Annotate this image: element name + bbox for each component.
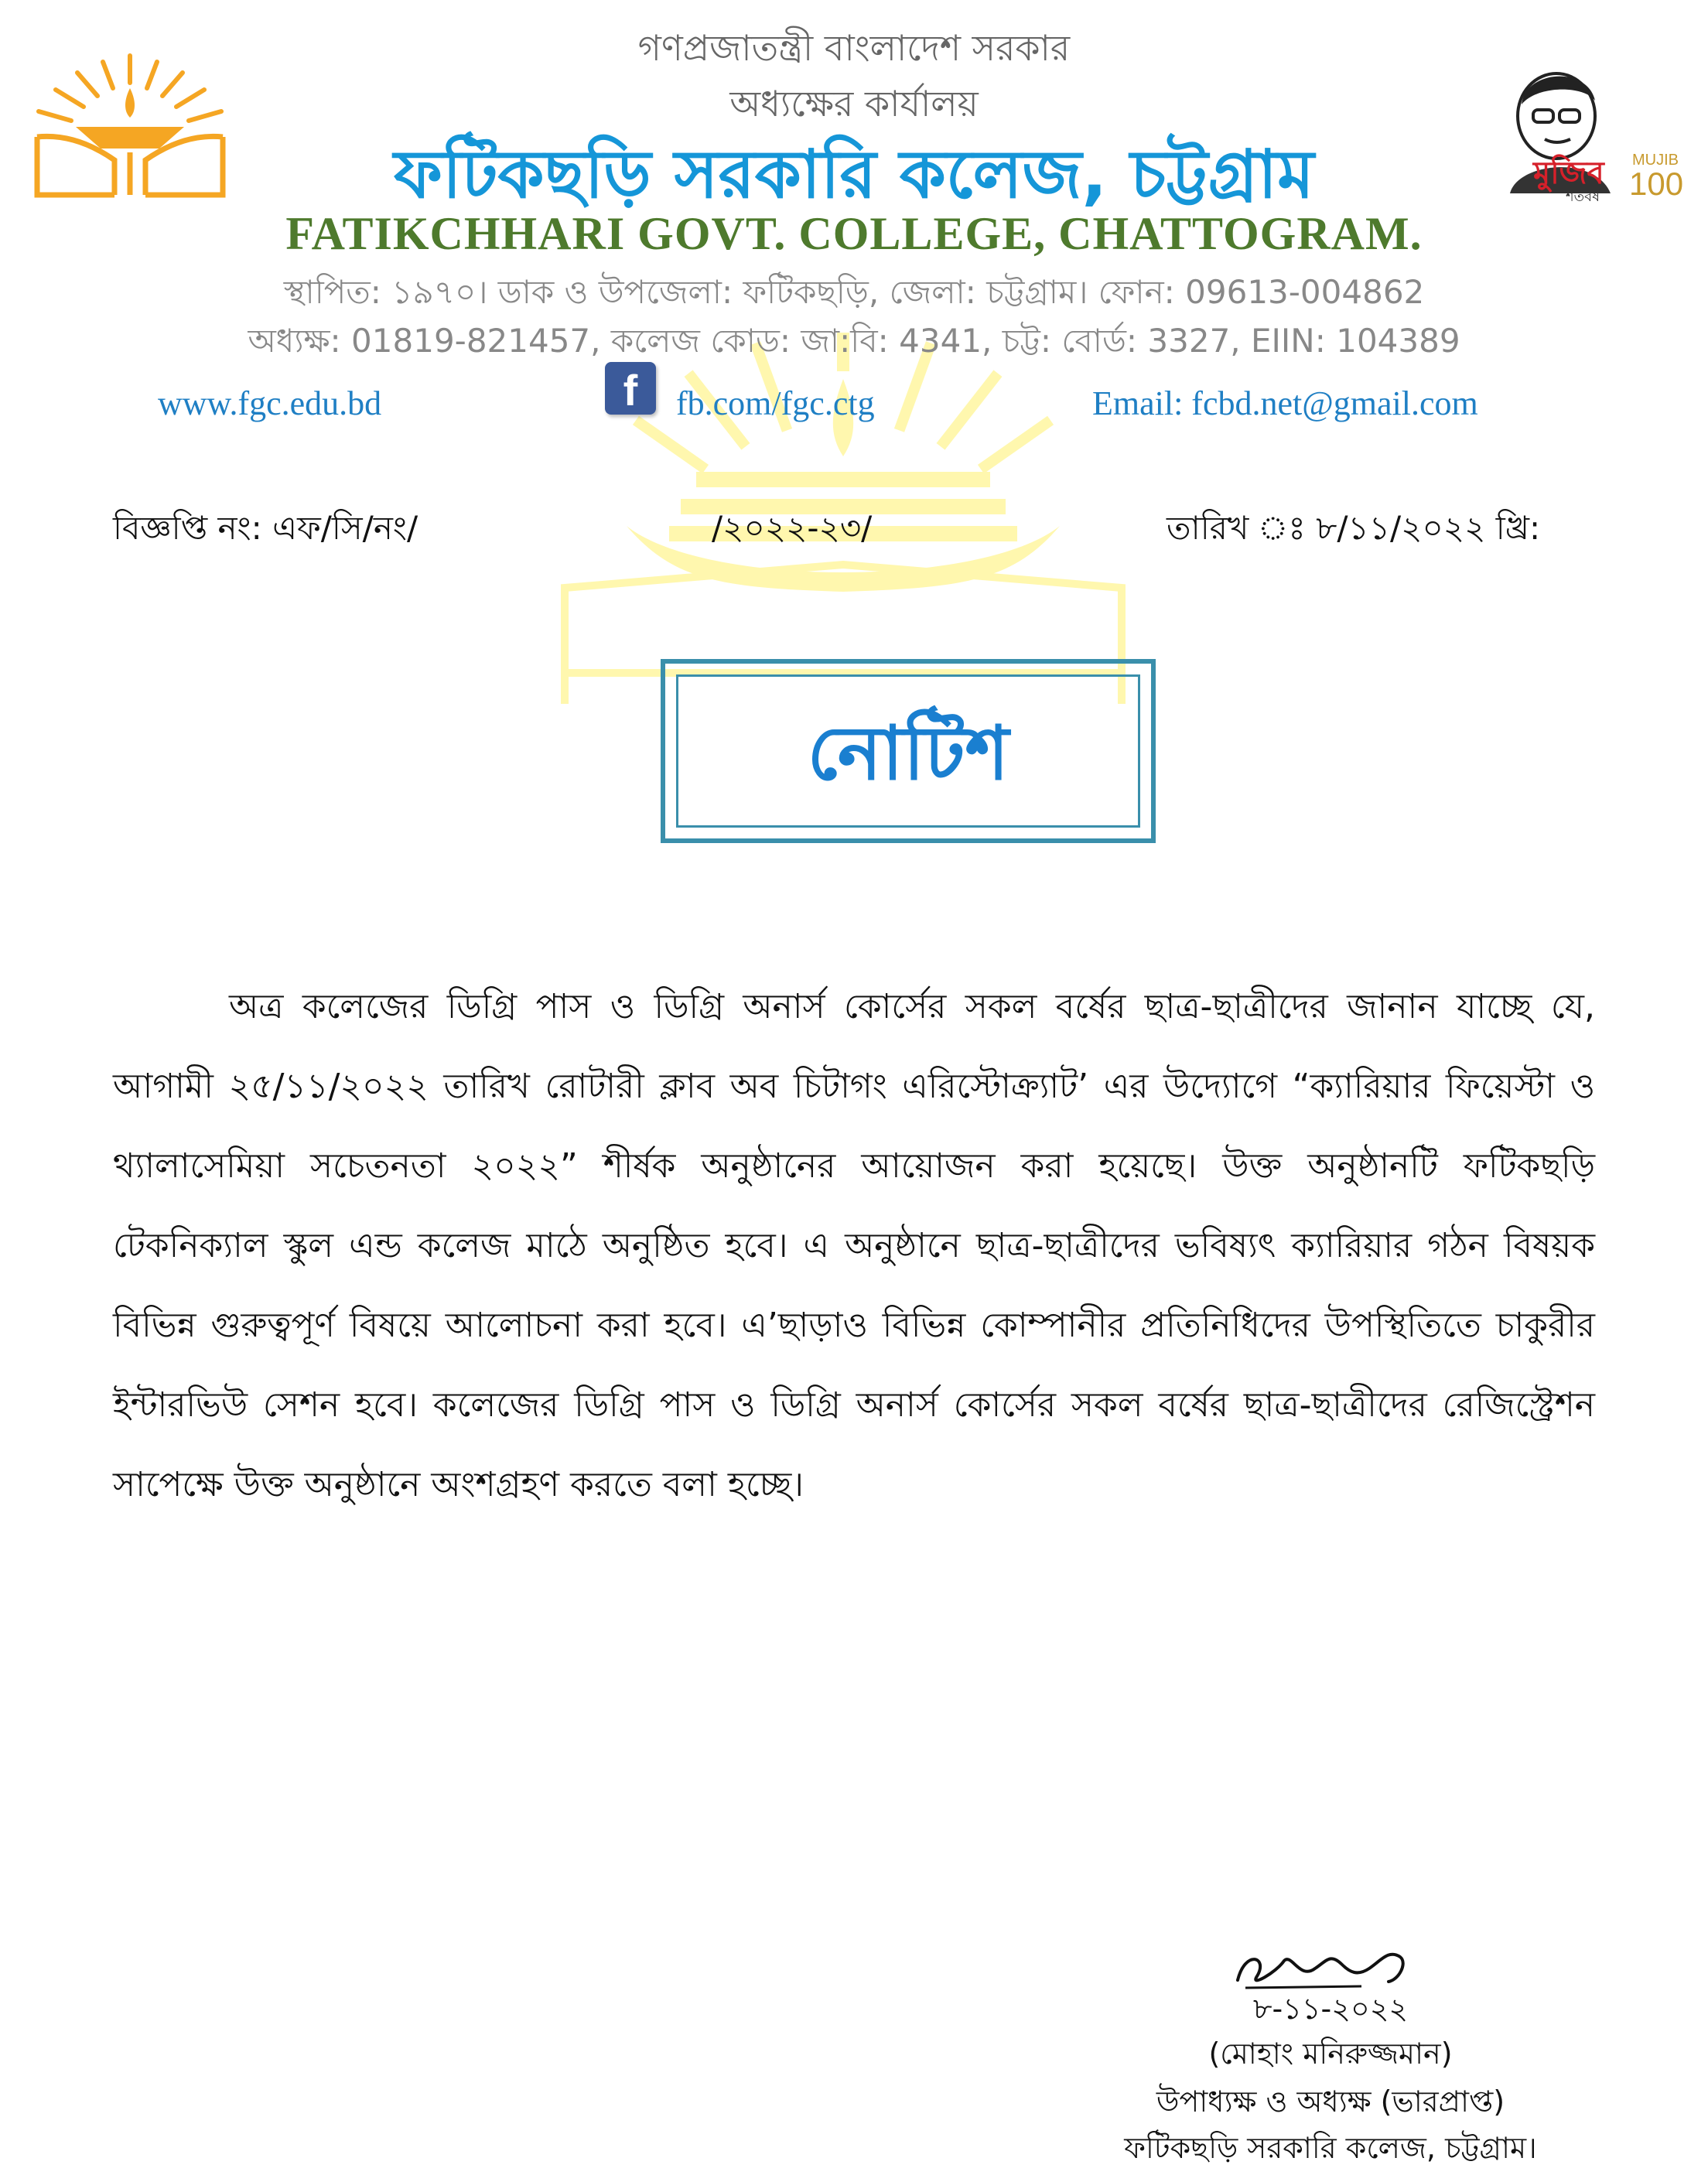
college-info-line-2: অধ্যক্ষ: 01819-821457, কলেজ কোড: জা:বি: 4341, চট্ট: বোর্ড: 3327, EIIN: 104389 xyxy=(248,322,1460,360)
signatory-title: উপাধ্যক্ষ ও অধ্যক্ষ (ভারপ্রাপ্ত) xyxy=(1156,2085,1505,2119)
signature-image xyxy=(1222,1926,1423,1996)
notice-reference-year: /২০২২-২৩/ xyxy=(712,509,873,547)
website-link[interactable]: www.fgc.edu.bd xyxy=(158,384,382,422)
mujib-sub-text: শতবর্ষ xyxy=(1566,189,1600,205)
signature-date: ৮-১১-২০২২ xyxy=(1252,1992,1409,2026)
email-link[interactable]: Email: fcbd.net@gmail.com xyxy=(1092,384,1478,422)
signatory-college: ফটিকছড়ি সরকারি কলেজ, চট্টগ্রাম। xyxy=(1124,2131,1537,2165)
office-line: অধ্যক্ষের কার্যালয় xyxy=(729,83,979,125)
college-name-english: FATIKCHHARI GOVT. COLLEGE, CHATTOGRAM. xyxy=(285,208,1423,259)
mujib-100-text: 100 xyxy=(1629,166,1684,202)
mujib-en-text: MUJIB xyxy=(1632,152,1679,169)
college-name-bengali: ফটিকছড়ি সরকারি কলেজ, চট্টগ্রাম xyxy=(394,136,1314,213)
signatory-name: (মোহাং মনিরুজ্জমান) xyxy=(1208,2037,1453,2071)
facebook-icon[interactable]: f xyxy=(605,362,656,415)
government-line: গণপ্রজাতন্ত্রী বাংলাদেশ সরকার xyxy=(637,27,1071,69)
notice-title-box xyxy=(661,659,1156,843)
facebook-link[interactable]: fb.com/fgc.ctg xyxy=(676,384,875,422)
notice-date: তারিখ ঃ ৮/১১/২০২২ খ্রি: xyxy=(1167,509,1541,547)
notice-reference-number: বিজ্ঞপ্তি নং: এফ/সি/নং/ xyxy=(113,509,418,547)
notice-body: অত্র কলেজের ডিগ্রি পাস ও ডিগ্রি অনার্স কোর্সের সকল বর্ষের ছাত্র-ছাত্রীদের জানান যাচ্ছে যে, আগামী ২৫/১১/২০২২ তারিখ রোটারী ক্লাব অব চিটাগং এরিস্টোক্র্যাট’ এর উদ্যোগে “ক্যারিয়ার ফিয়েস্টা ও থ্যালাসেমিয়া সচেতনতা ২০২২” শীর্ষক অনুষ্ঠানের আয়োজন করা হয়েছে। উক্ত অনুষ্ঠানটি ফটিকছড়ি টেকনিক্যাল স্কুল এন্ড কলেজ মাঠে অনুষ্ঠিত হবে। এ অনুষ্ঠানে ছাত্র-ছাত্রীদের ভবিষ্যৎ ক্যারিয়ার গঠন বিষয়ক বিভিন্ন গুরুত্বপূর্ণ বিষয়ে আলোচনা করা হবে। এ’ছাড়াও বিভিন্ন কোম্পানীর প্রতিনিধিদের উপস্থিতিতে চাকুরীর ইন্টারভিউ সেশন হবে। কলেজের ডিগ্রি পাস ও ডিগ্রি অনার্স কোর্সের সকল বর্ষের ছাত্র-ছাত্রীদের রেজিস্ট্রেশন সাপেক্ষে উক্ত অনুষ্ঠানে অংশগ্রহণ করতে বলা হচ্ছে। xyxy=(113,987,1595,1504)
college-info-line-1: স্থাপিত: ১৯৭০। ডাক ও উপজেলা: ফটিকছড়ি, জেলা: চট্টগ্রাম। ফোন: 09613-004862 xyxy=(283,273,1425,311)
notice-title: নোটিশ xyxy=(807,710,1009,797)
mujib-bn-text: মুজিব xyxy=(1533,155,1604,191)
